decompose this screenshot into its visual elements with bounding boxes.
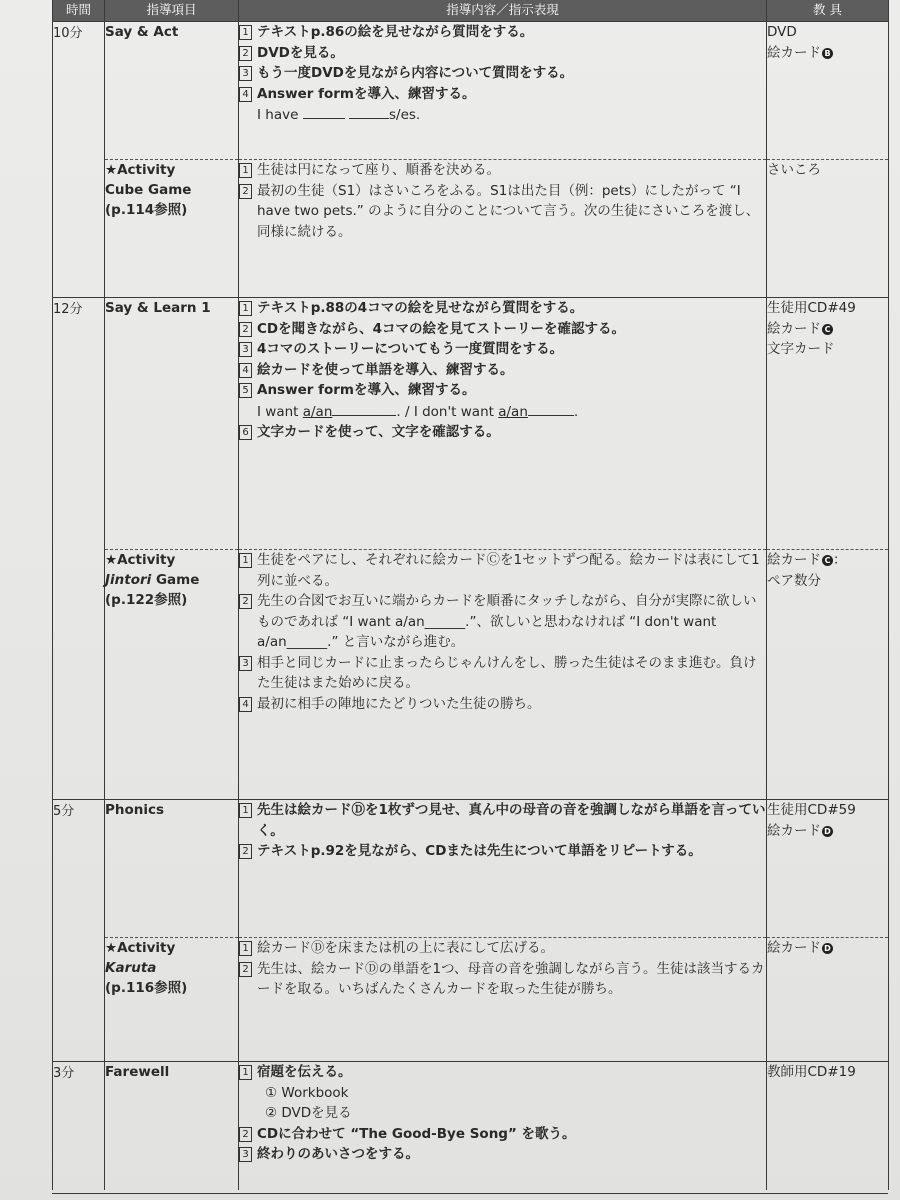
step-number: 1 [239, 163, 252, 178]
blank [303, 104, 345, 119]
material-cell [767, 298, 889, 550]
step-text: 先生は絵カードⒹを1枚ずつ見せ、真ん中の母音の音を強調しながら単語を言っていく。 [257, 802, 766, 839]
step [239, 959, 766, 1000]
step [239, 298, 766, 319]
activity-star: ★Activity [105, 940, 176, 956]
step-text: Answer formを導入、練習する。 [257, 85, 476, 102]
material-item [767, 319, 888, 340]
material-item: さいころ [767, 162, 821, 178]
table-row [53, 800, 889, 938]
content-cell [239, 550, 767, 800]
step-number: 4 [239, 363, 252, 378]
header-item: 指導項目 [105, 0, 239, 22]
activity-ref: (p.122参照) [105, 592, 188, 608]
step [239, 694, 766, 715]
step-text: 4コマのストーリーについてもう一度質問をする。 [257, 341, 564, 357]
material-cell [767, 160, 889, 298]
content-cell [239, 298, 767, 550]
step-text: 終わりのあいさつをする。 [257, 1146, 419, 1162]
activity-name-italic: Jintori [105, 572, 152, 588]
content-cell [239, 1062, 767, 1190]
card-marker-icon: B [822, 48, 833, 59]
material-label: 絵カード [767, 552, 821, 568]
step-text: 最初の生徒（S1）はさいころをふる。S1は出た目（例：pets）にしたがって “I have two pets.” のように自分のことについて言う。次の生徒にさいころを渡し、同様に続ける。 [257, 182, 760, 240]
step [239, 1124, 766, 1145]
material-cell [767, 1062, 889, 1190]
step [239, 422, 766, 443]
pattern-text: I want [257, 403, 303, 420]
step [239, 319, 766, 340]
step-number: 3 [239, 1147, 252, 1162]
card-marker-icon: D [822, 943, 833, 954]
material-cell [767, 800, 889, 938]
material-label: 絵カード [767, 940, 821, 956]
step-number: 1 [239, 25, 252, 40]
time-cell: 12分 [53, 298, 105, 800]
table-row [53, 1062, 889, 1190]
step-number: 5 [239, 383, 252, 398]
step [239, 1062, 766, 1083]
table-row [53, 298, 889, 550]
sub-item: ② DVDを見る [265, 1105, 352, 1121]
activity-ref: (p.116参照) [105, 980, 188, 996]
material-item: 教師用CD#19 [767, 1064, 856, 1080]
material-cell [767, 938, 889, 1062]
blank [349, 104, 389, 119]
step-number: 1 [239, 301, 252, 316]
pattern-text: s/es. [389, 107, 421, 123]
material-cell [767, 22, 889, 160]
time-cell: 10分 [53, 22, 105, 298]
material-item: 生徒用CD#59 [767, 802, 856, 818]
step-number: 4 [239, 697, 252, 712]
card-marker-icon: D [822, 826, 833, 837]
step [239, 63, 766, 84]
material-colon: ： [833, 552, 847, 568]
content-cell [239, 800, 767, 938]
answer-pattern [239, 104, 766, 126]
step-text: CDに合わせて “The Good-Bye Song” を歌う。 [257, 1125, 576, 1142]
pattern-text: I have [257, 107, 299, 123]
step-text: 絵カードⒹを床または机の上に表にして広げる。 [257, 940, 554, 956]
step-text: 生徒は円になって座り、順番を決める。 [257, 162, 500, 178]
pattern-text: . / I don't want [396, 403, 499, 420]
step [239, 160, 766, 181]
step-number: 1 [239, 553, 252, 568]
activity-star: ★Activity [105, 162, 176, 178]
step [239, 1144, 766, 1165]
content-cell [239, 160, 767, 298]
step-number: 1 [239, 1065, 252, 1080]
activity-name [105, 570, 238, 590]
step-number: 3 [239, 342, 252, 357]
material-item: ペア数分 [767, 572, 821, 589]
step-text: 先生の合図でお互いに端からカードを順番にタッチしながら、自分が実際に欲しいものであれば “I want a/an______.”、欲しいと思わなければ “I don't want a/an______.” と言いながら進む。 [257, 593, 757, 650]
sub-item: ① Workbook [265, 1084, 349, 1101]
step [239, 591, 766, 653]
time-cell: 3分 [53, 1062, 105, 1190]
card-marker-icon: C [822, 324, 833, 335]
step [239, 84, 766, 105]
table-row [53, 22, 889, 160]
step-text: 先生は、絵カードⒹの単語を1つ、母音の音を強調しながら言う。生徒は該当するカードを取る。いちばんたくさんカードを取った生徒が勝ち。 [257, 960, 765, 997]
step-number: 2 [239, 46, 252, 61]
table-row [53, 938, 889, 1062]
card-marker-icon: C [822, 555, 833, 566]
step [239, 841, 766, 862]
table-bottom-border [52, 1193, 888, 1194]
material-item [767, 550, 888, 571]
content-cell [239, 22, 767, 160]
content-cell [239, 938, 767, 1062]
activity-ref: (p.114参照) [105, 202, 188, 218]
header-material: 教 具 [767, 0, 889, 22]
material-item: DVD [767, 24, 797, 40]
table-row [53, 160, 889, 298]
step [239, 360, 766, 381]
step-text: 絵カードを使って単語を導入、練習する。 [257, 361, 514, 378]
step-text: 生徒をペアにし、それぞれに絵カードⒸを1セットずつ配る。絵カードは表にして1列に並べる。 [257, 552, 760, 589]
step [239, 653, 766, 694]
item-activity [105, 550, 239, 800]
material-item: 文字カード [767, 341, 835, 357]
step-number: 2 [239, 1127, 252, 1142]
step-text: 相手と同じカードに止まったらじゃんけんをし、勝った生徒はそのまま進む。負けた生徒はまた始めに戻る。 [257, 654, 757, 691]
item-activity [105, 160, 239, 298]
header-time: 時間 [53, 0, 105, 22]
blank [528, 401, 574, 416]
item-activity [105, 938, 239, 1062]
step-text: 最初に相手の陣地にたどりついた生徒の勝ち。 [257, 695, 541, 712]
header-content: 指導内容／指示表現 [239, 0, 767, 22]
step-text: テキストp.92を見ながら、CDまたは先生について単語をリピートする。 [257, 843, 702, 859]
step-text: テキストp.86の絵を見せながら質問をする。 [257, 24, 534, 40]
step [239, 339, 766, 360]
lesson-plan-table [52, 0, 889, 1190]
material-label: 絵カード [767, 822, 821, 839]
step-text: 文字カードを使って、文字を確認する。 [257, 424, 500, 440]
step-text: DVDを見る。 [257, 44, 344, 61]
step-number: 4 [239, 87, 252, 102]
step-number: 1 [239, 941, 252, 956]
activity-star: ★Activity [105, 552, 176, 568]
step-number: 2 [239, 594, 252, 609]
material-item [767, 821, 888, 842]
step-text: 宿題を伝える。 [257, 1064, 352, 1080]
step-number: 3 [239, 656, 252, 671]
step [239, 800, 766, 841]
item-phonics: Phonics [105, 800, 239, 938]
step-number: 2 [239, 184, 252, 199]
table-header [53, 0, 889, 22]
activity-name-rest: Game [151, 572, 200, 588]
pattern-text: a/an [498, 403, 528, 420]
material-item: 生徒用CD#49 [767, 300, 856, 316]
pattern-text: a/an [302, 403, 333, 420]
material-item [767, 43, 888, 64]
activity-name: Karuta [105, 960, 157, 976]
step-number: 3 [239, 66, 252, 81]
step-text: テキストp.88の4コマの絵を見せながら質問をする。 [257, 300, 584, 316]
activity-name: Cube Game [105, 182, 192, 198]
material-label: 絵カード [767, 44, 821, 61]
step-text: CDを聞きながら、4コマの絵を見てストーリーを確認する。 [257, 320, 626, 337]
step-number: 2 [239, 844, 252, 859]
material-item [767, 938, 888, 959]
time-cell: 5分 [53, 800, 105, 1062]
step [239, 43, 766, 64]
item-farewell: Farewell [105, 1062, 239, 1190]
step-number: 2 [239, 962, 252, 977]
answer-pattern [239, 401, 766, 423]
table-row [53, 550, 889, 800]
blank [332, 401, 396, 416]
step-number: 1 [239, 803, 252, 818]
step [239, 22, 766, 43]
step [239, 550, 766, 591]
material-label: 絵カード [767, 320, 821, 337]
step-number: 2 [239, 322, 252, 337]
step [239, 380, 766, 401]
step [239, 181, 766, 243]
step-text: Answer formを導入、練習する。 [257, 382, 476, 398]
item-say-learn: Say & Learn 1 [105, 298, 239, 550]
item-say-act: Say & Act [105, 22, 239, 160]
material-cell [767, 550, 889, 800]
step [239, 938, 766, 959]
step-text: もう一度DVDを見ながら内容について質問をする。 [257, 65, 574, 81]
step-number: 6 [239, 425, 252, 440]
pattern-text: . [573, 403, 579, 420]
